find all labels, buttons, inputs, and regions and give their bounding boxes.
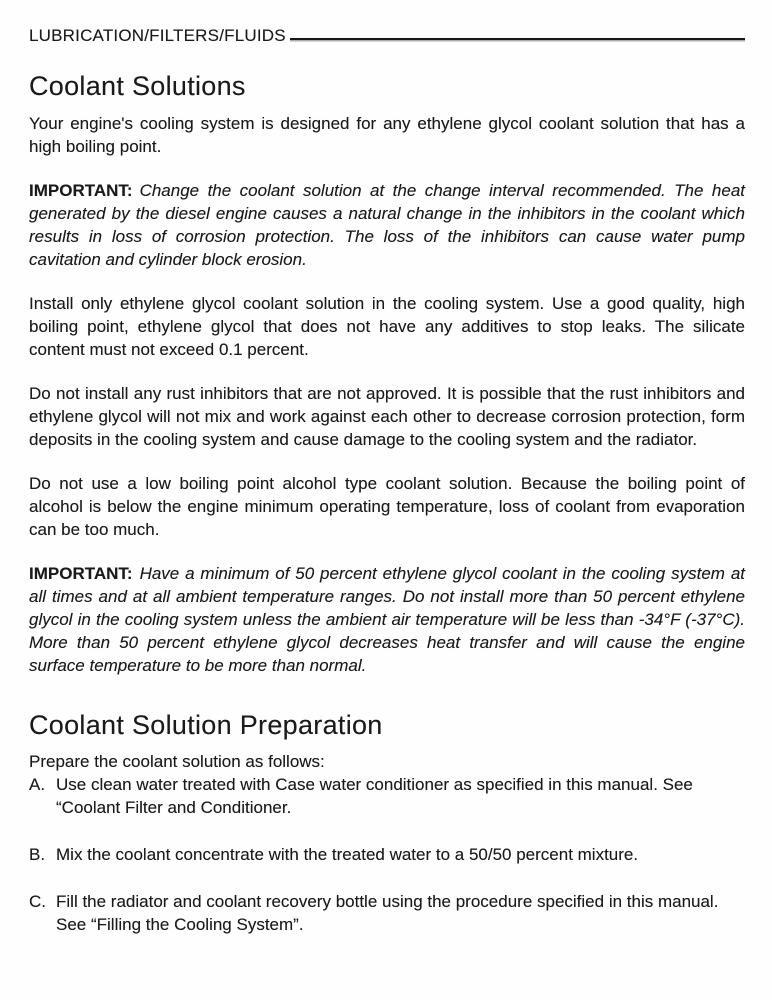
step-c <box>29 890 745 936</box>
important-label: IMPORTANT: <box>29 180 133 200</box>
important-note-50-percent <box>29 562 745 677</box>
step-text: Mix the coolant concentrate with the treated water to a 50/50 percent mixture. <box>56 845 639 865</box>
running-head <box>29 26 745 46</box>
step-text: Use clean water treated with Case water conditioner as specified in this manual. See “Coolant Filter and Conditioner. <box>56 775 693 818</box>
important-text: Have a minimum of 50 percent ethylene glycol coolant in the cooling system at all times and at all ambient temperature ranges. Do not install more than 50 percent ethylene glycol in the cooling system unless the ambient air temperature will be less than -34°F (-37°C). More than 50 percent ethylene glycol decreases heat transfer and will cause the engine surface temperature to be more than normal. <box>29 563 745 675</box>
paragraph-install-ethylene-glycol: Install only ethylene glycol coolant solution in the cooling system. Use a good quality, high boiling point, ethylene glycol that does not have any additives to stop leaks. The silicate content must not exceed 0.1 percent. <box>29 293 745 359</box>
step-marker: A. <box>29 775 46 795</box>
step-a <box>29 773 745 819</box>
preparation-steps <box>29 773 745 936</box>
preparation-intro: Prepare the coolant solution as follows: <box>29 752 325 772</box>
paragraph-cooling-system-design: Your engine's cooling system is designed for any ethylene glycol coolant solution that has a high boiling point. <box>29 113 745 156</box>
running-head-label: LUBRICATION/FILTERS/FLUIDS <box>29 26 286 45</box>
paragraph-alcohol-coolant: Do not use a low boiling point alcohol type coolant solution. Because the boiling point of alcohol is below the engine minimum operating temperature, loss of coolant from evaporation can be too much. <box>29 473 745 539</box>
step-b <box>29 843 745 866</box>
section-title-coolant-solution-preparation: Coolant Solution Preparation <box>29 709 383 740</box>
running-head-rule <box>290 38 745 40</box>
step-marker: C. <box>29 892 46 912</box>
section-title-coolant-solutions: Coolant Solutions <box>29 71 246 101</box>
step-marker: B. <box>29 845 46 865</box>
important-label: IMPORTANT: <box>29 563 133 583</box>
step-text: Fill the radiator and coolant recovery bottle using the procedure specified in this manual. See “Filling the Cooling System”. <box>56 892 719 935</box>
paragraph-rust-inhibitors: Do not install any rust inhibitors that are not approved. It is possible that the rust inhibitors and ethylene glycol will not mix and work against each other to decrease corrosion protection, form deposits in the cooling system and cause damage to the cooling system and the radiator. <box>29 383 745 449</box>
important-text: Change the coolant solution at the change interval recommended. The heat generated by the diesel engine causes a natural change in the inhibitors in the coolant which results in loss of corrosion protection. The loss of the inhibitors can cause water pump cavitation and cylinder block erosion. <box>29 180 745 269</box>
important-note-change-interval <box>29 179 745 271</box>
